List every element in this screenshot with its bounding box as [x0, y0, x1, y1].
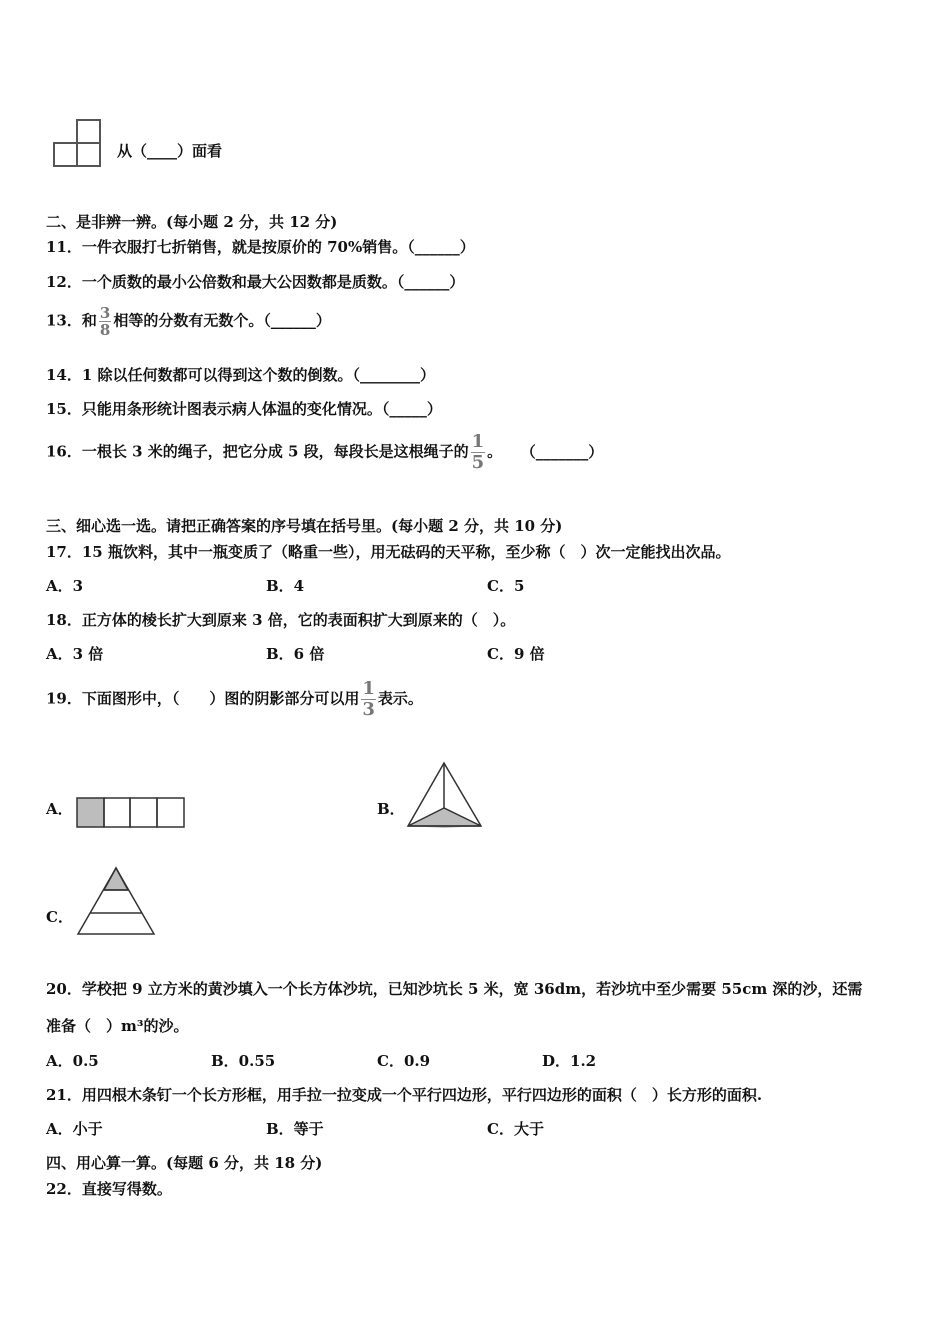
option-a: A．3: [46, 577, 84, 595]
option-b: B．4: [266, 577, 305, 595]
question-20: [46, 978, 862, 999]
question-number: 16．: [46, 442, 82, 461]
question-number: 20．: [46, 980, 82, 998]
question-number: 15．: [46, 400, 82, 418]
question-20-line2: 准备（ ）m³的沙。: [46, 1017, 189, 1035]
question-number: 12．: [46, 273, 82, 291]
question-text: 只能用条形统计图表示病人体温的变化情况。（_____）: [81, 400, 442, 418]
question-text: 用四根木条钉一个长方形框，用手拉一拉变成一个平行四边形，平行四边形的面积（ ）长方形的面积.: [81, 1086, 763, 1104]
question-13: [46, 305, 331, 338]
question-number: 14．: [46, 366, 82, 384]
question-number: 18．: [46, 611, 82, 629]
option-a: A．小于: [46, 1120, 103, 1138]
question-text-pre: 和: [81, 311, 97, 330]
question-number: 19．: [46, 689, 82, 708]
question-12: [46, 271, 464, 292]
option-d: D．1.2: [542, 1052, 597, 1070]
option-c: C．: [46, 908, 73, 926]
question-text-line1: 学校把 9 立方米的黄沙填入一个长方体沙坑，已知沙坑长 5 米，宽 36dm，若沙坑中至少需要 55cm 深的沙，还需: [81, 980, 863, 998]
three-square-view-figure: [52, 118, 104, 168]
option-c: C．5: [487, 577, 525, 595]
option-b: B．6 倍: [266, 645, 325, 663]
question-number: 13．: [46, 311, 82, 330]
question-21: [46, 1084, 762, 1105]
question-text: 15 瓶饮料，其中一瓶变质了（略重一些），用无砝码的天平称，至少称（ ）次一定能找出次品。: [81, 543, 731, 561]
question-number: 21．: [46, 1086, 82, 1104]
option-b: B．0.55: [211, 1052, 276, 1070]
fraction-1-3: $\frac{1}{3}$: [362, 678, 375, 720]
question-number: 11．: [46, 238, 82, 256]
question-text: 正方体的棱长扩大到原来 3 倍，它的表面积扩大到原来的（ ）。: [81, 611, 516, 629]
option-c: C．9 倍: [487, 645, 545, 663]
question-22: [46, 1178, 172, 1199]
question-number: 22．: [46, 1180, 82, 1198]
option-c: C．0.9: [377, 1052, 431, 1070]
answer-blank: （_______）: [528, 442, 604, 461]
divided-triangle-figure: [405, 760, 485, 830]
fraction-1-5: $\frac{1}{5}$: [471, 431, 485, 473]
option-b: B．: [377, 800, 405, 818]
question-14: [46, 364, 435, 385]
view-direction-question: 从（____）面看: [117, 142, 223, 160]
option-b: B．等于: [266, 1120, 324, 1138]
section4-heading: 四、用心算一算。(每题 6 分，共 18 分): [46, 1154, 323, 1172]
question-text-post: 表示。: [377, 689, 423, 708]
question-16: [46, 432, 603, 473]
question-text: 直接写得数。: [81, 1180, 172, 1198]
question-17: [46, 541, 730, 562]
question-text-pre: 下面图形中，（ ）图的阴影部分可以用: [81, 689, 360, 708]
option-c: C．大于: [487, 1120, 544, 1138]
question-11: [46, 236, 475, 257]
question-text-post: 相等的分数有无数个。（______）: [113, 311, 331, 330]
question-text: 一个质数的最小公倍数和最大公因数都是质数。（______）: [81, 273, 465, 291]
four-part-bar-figure: [76, 797, 186, 829]
option-a: A．0.5: [46, 1052, 99, 1070]
question-18: [46, 609, 515, 630]
layered-triangle-figure: [76, 866, 156, 938]
option-a: A．3 倍: [46, 645, 104, 663]
section3-heading: 三、细心选一选。请把正确答案的序号填在括号里。(每小题 2 分，共 10 分): [46, 517, 563, 535]
question-text: 1 除以任何数都可以得到这个数的倒数。（________）: [81, 366, 436, 384]
question-text-post: 。: [487, 442, 503, 461]
section2-heading: 二、是非辨一辨。(每小题 2 分，共 12 分): [46, 213, 338, 231]
option-a: A．: [46, 800, 73, 818]
question-text: 一件衣服打七折销售，就是按原价的 70%销售。（______）: [81, 238, 475, 256]
fraction-3-8: $\frac{3}{8}$: [99, 304, 111, 339]
question-number: 17．: [46, 543, 82, 561]
question-15: [46, 398, 442, 419]
question-19: [46, 679, 423, 720]
question-text-pre: 一根长 3 米的绳子，把它分成 5 段，每段长是这根绳子的: [81, 442, 469, 461]
